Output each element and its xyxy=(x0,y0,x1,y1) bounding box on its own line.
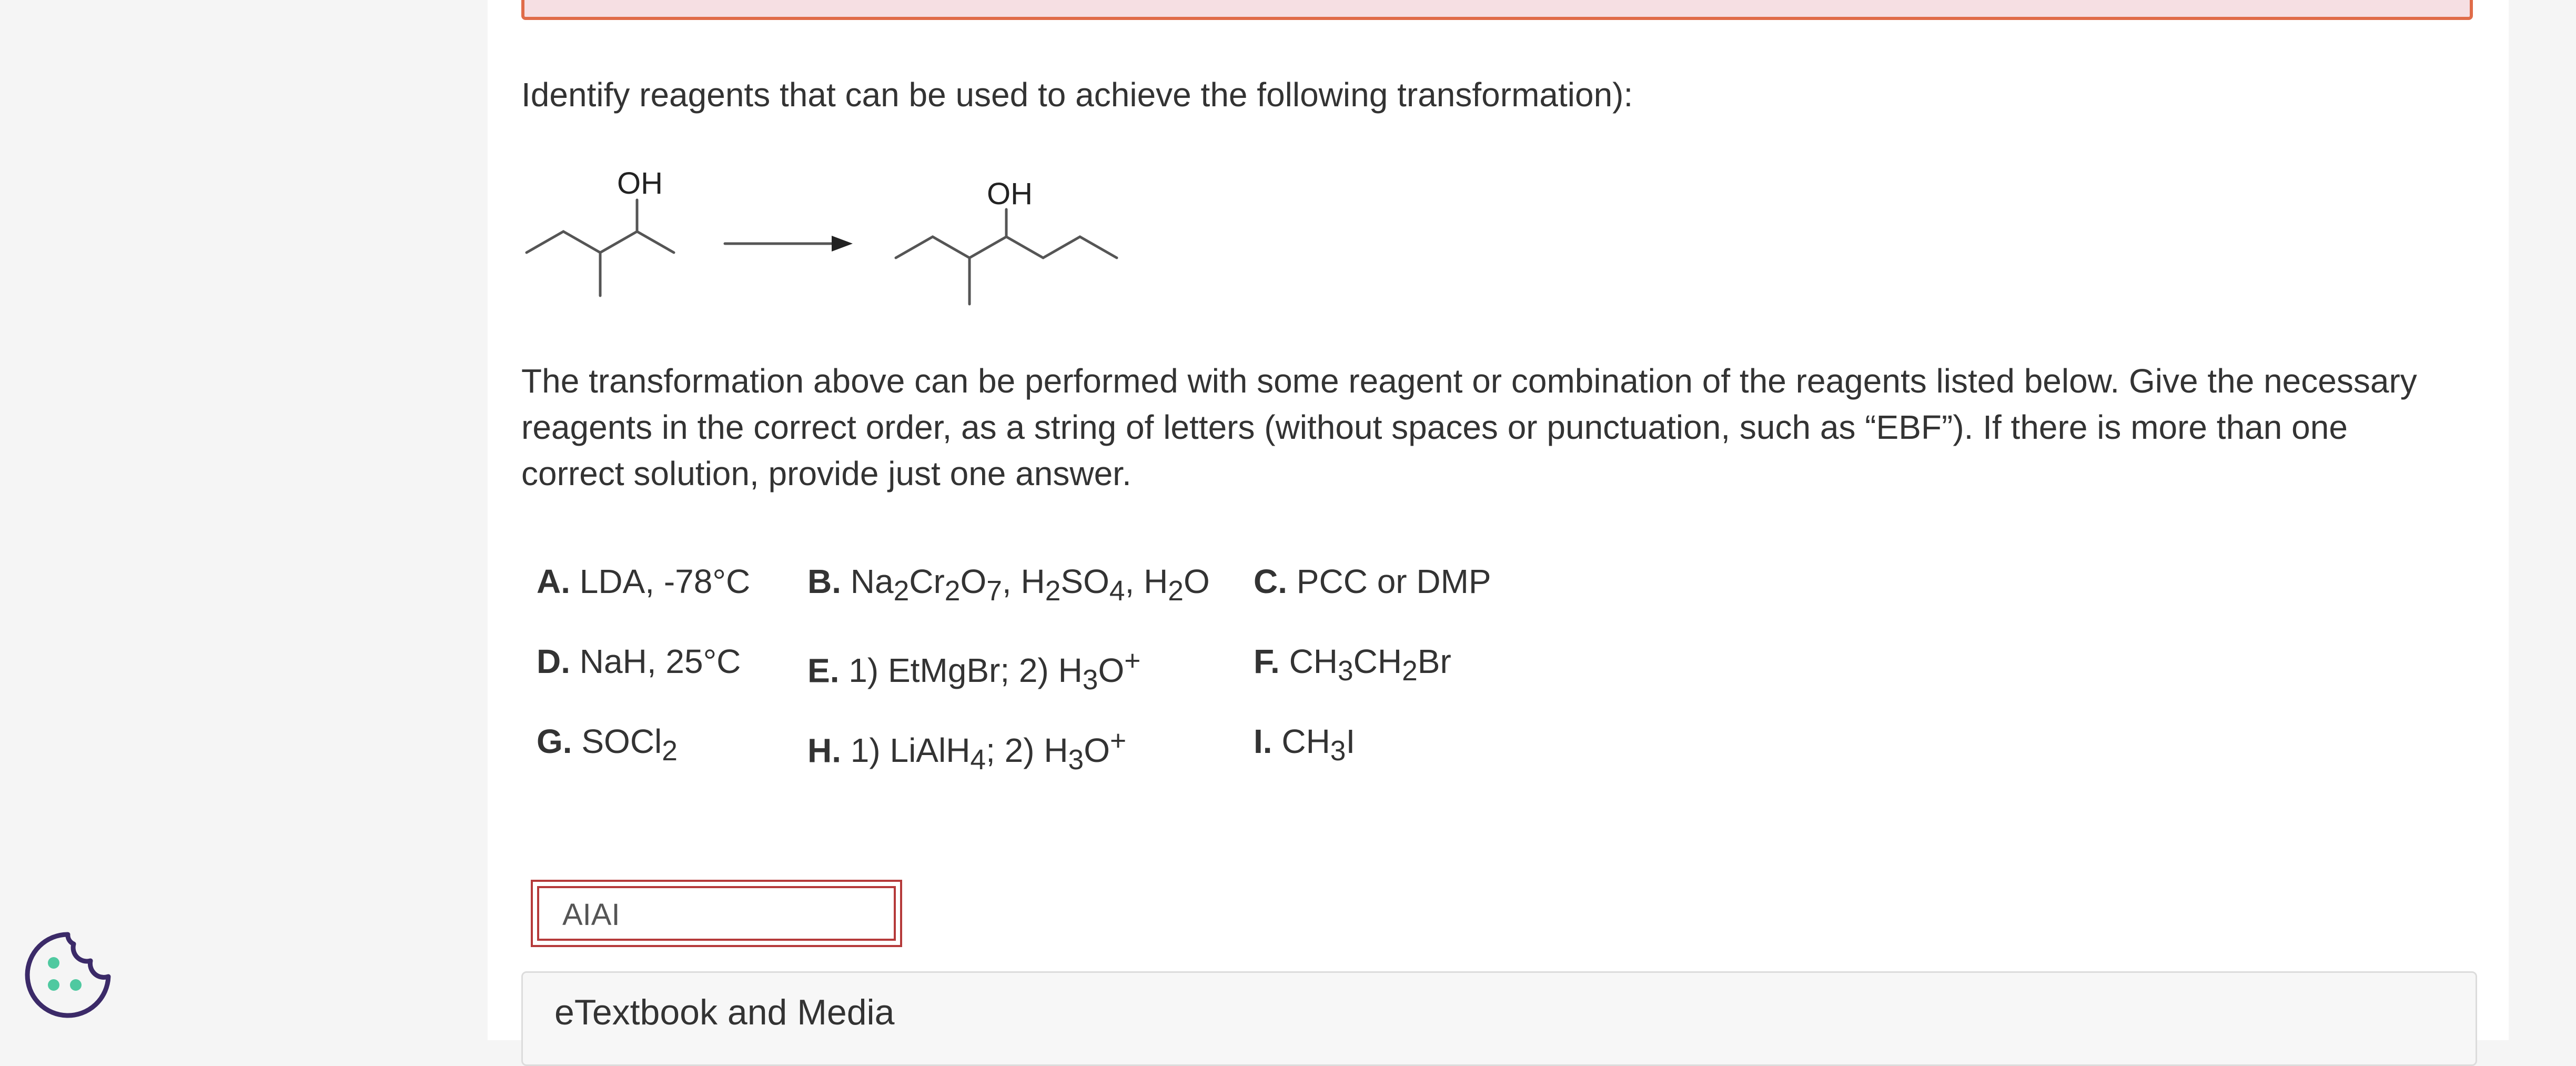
reagent-option xyxy=(807,718,1254,798)
reagent-letter: C. xyxy=(1254,562,1287,600)
product-chain xyxy=(896,237,1117,258)
reagent-list xyxy=(537,558,1622,798)
product-oh-label: OH xyxy=(987,177,1033,211)
reagent-option xyxy=(537,638,807,718)
reagent-option xyxy=(807,638,1254,718)
arrow-head-icon xyxy=(832,236,853,252)
reagent-letter: G. xyxy=(537,722,572,760)
reagent-letter: F. xyxy=(1254,642,1280,680)
answer-field-frame xyxy=(531,880,902,947)
reagent-letter: H. xyxy=(807,731,841,770)
reagent-option xyxy=(1254,718,1622,798)
reagent-text: PCC or DMP xyxy=(1287,562,1491,600)
reagent-text: 1) LiAlH$_4$; 2) $H_3O^+$ xyxy=(841,726,1127,776)
reagent-text: SOCl$_2$ xyxy=(572,722,678,767)
reagent-letter: B. xyxy=(807,562,841,600)
reagent-letter: I. xyxy=(1254,722,1272,760)
reagent-text: 1) EtMgBr; 2) $H_3O^+$ xyxy=(839,646,1141,696)
reagent-option xyxy=(1254,638,1622,718)
reagent-option xyxy=(1254,558,1622,638)
reaction-scheme xyxy=(521,158,1142,310)
reagent-text: LDA, -78°C xyxy=(570,562,751,600)
reagent-option xyxy=(537,558,807,638)
answer-input[interactable] xyxy=(562,893,878,936)
reagent-text: NaH, 25°C xyxy=(570,642,741,680)
reagent-text: $CH_3I$ xyxy=(1272,722,1356,767)
etextbook-media-label: eTextbook and Media xyxy=(554,992,895,1032)
instructions-text: The transformation above can be performed with some reagent or combination of the reagents listed below. Give the necessary reagents in the correct order, as a string of letters (without spaces or punctuation, such as “EBF”). If there is more than one correct solution, provide just one answer. xyxy=(521,362,2417,492)
reagent-letter: E. xyxy=(807,651,840,690)
question-prompt: Identify reagents that can be used to achieve the following transformation): xyxy=(521,76,1633,114)
reactant-chain xyxy=(527,232,674,253)
reagent-option xyxy=(807,558,1254,638)
reactant-oh-label: OH xyxy=(617,166,663,200)
reagent-letter: D. xyxy=(537,642,570,680)
cookie-icon[interactable] xyxy=(23,930,113,1020)
etextbook-media-panel[interactable] xyxy=(521,971,2477,1066)
reagent-option xyxy=(537,718,807,798)
reagent-text: $Na_2Cr_2O_7$, $H_2SO_4$, $H_2O$ xyxy=(841,562,1210,607)
reagent-text: $CH_3CH_2Br$ xyxy=(1279,642,1451,687)
alert-banner xyxy=(521,0,2473,20)
reagent-letter: A. xyxy=(537,562,570,600)
